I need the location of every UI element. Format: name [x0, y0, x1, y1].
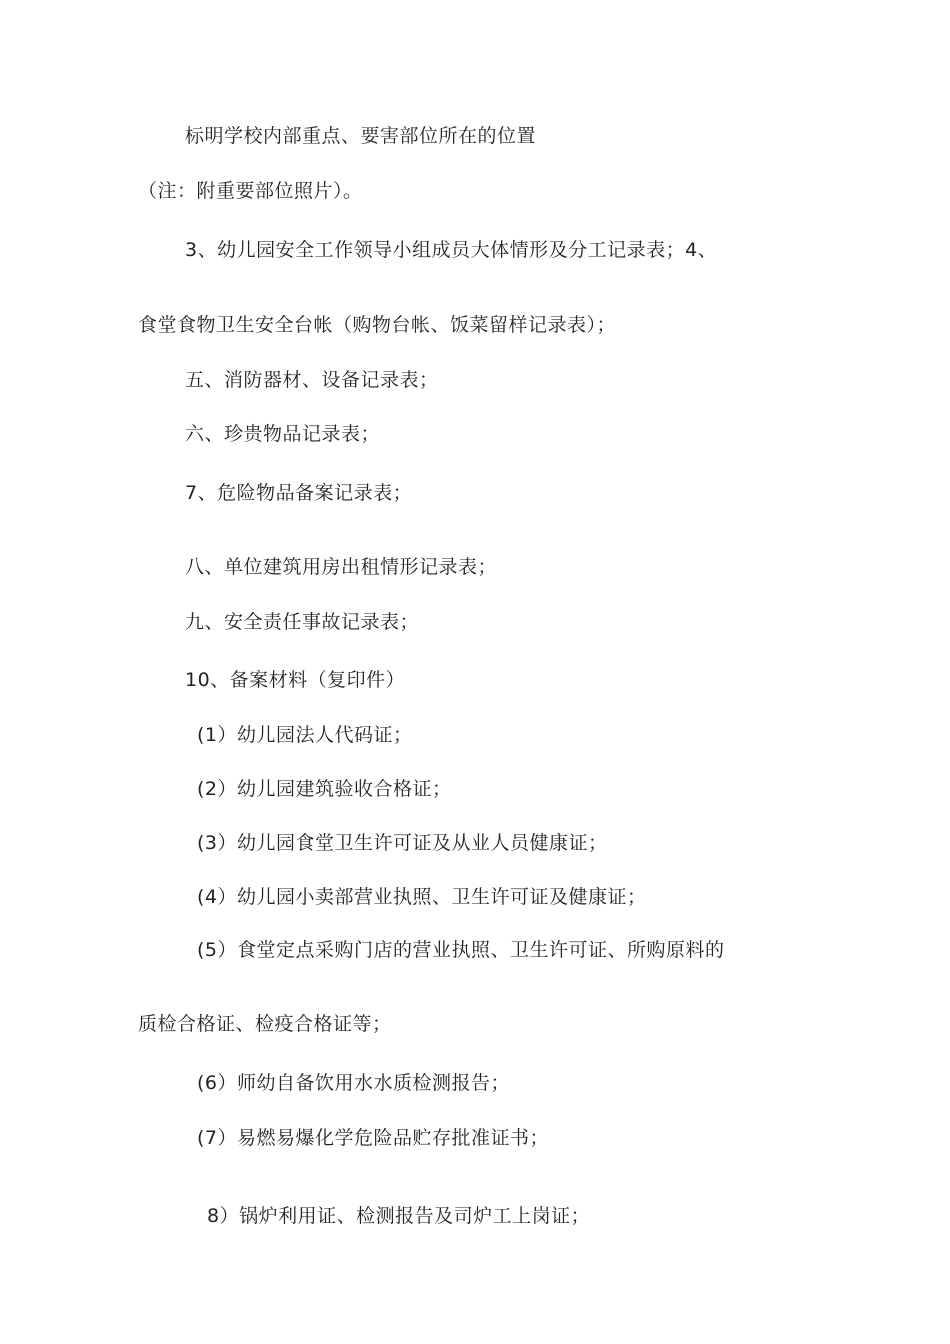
doc-line-sub-2: (2）幼儿园建筑验收合格证；: [197, 778, 452, 800]
doc-line-sub-5-cont: 质检合格证、检疫合格证等；: [138, 1013, 392, 1035]
doc-line-item-7: 7、危险物品备案记录表；: [185, 482, 413, 504]
doc-line-sub-5: (5）食堂定点采购门店的营业执照、卫生许可证、所购原料的: [197, 939, 725, 961]
doc-line-item-5: 五、消防器材、设备记录表；: [185, 369, 439, 391]
doc-line-sub-1: (1）幼儿园法人代码证；: [197, 724, 413, 746]
doc-line-sub-8: 8）锅炉利用证、检测报告及司炉工上岗证；: [207, 1205, 591, 1227]
doc-line-sub-3: (3）幼儿园食堂卫生许可证及从业人员健康证；: [197, 832, 608, 854]
doc-line-item-10: 10、备案材料（复印件）: [185, 669, 406, 691]
doc-line-sub-4: (4）幼儿园小卖部营业执照、卫生许可证及健康证；: [197, 886, 647, 908]
doc-line-sub-7: (7）易燃易爆化学危险品贮存批准证书；: [197, 1127, 550, 1149]
doc-line-item-8: 八、单位建筑用房出租情形记录表；: [185, 556, 498, 578]
doc-line-note-photos: （注：附重要部位照片）。: [138, 180, 363, 202]
doc-line-item-3: 3、幼儿园安全工作领导小组成员大体情形及分工记录表；4、: [185, 239, 718, 261]
doc-line-key-locations: 标明学校内部重点、要害部位所在的位置: [185, 125, 537, 147]
doc-line-item-9: 九、安全责任事故记录表；: [185, 611, 420, 633]
doc-line-item-6: 六、珍贵物品记录表；: [185, 423, 381, 445]
doc-line-sub-6: (6）师幼自备饮用水水质检测报告；: [197, 1072, 511, 1094]
doc-line-item-4-cont: 食堂食物卫生安全台帐（购物台帐、饭菜留样记录表）；: [138, 314, 617, 336]
